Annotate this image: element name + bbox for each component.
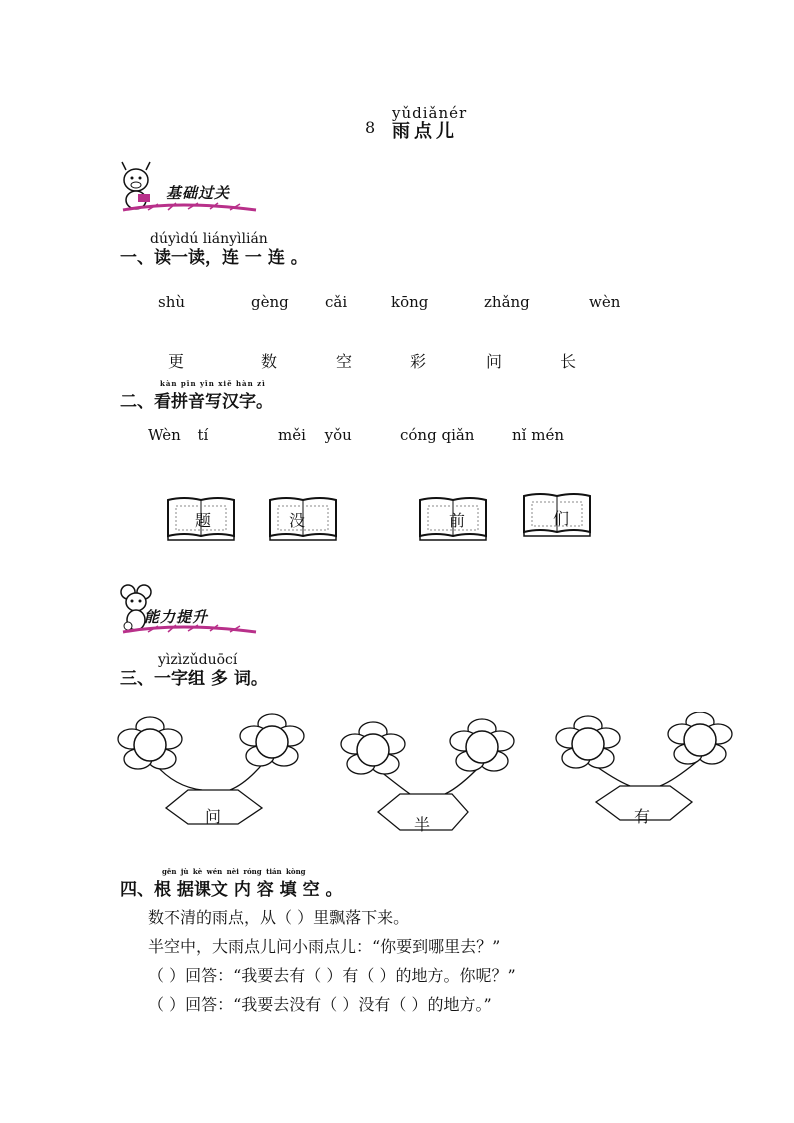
section3-heading: 三、一字组 多 词。 [120, 669, 268, 689]
page-title: 雨点儿 [392, 121, 458, 142]
section3-pinyin: yìzìzǔduōcí [158, 652, 238, 668]
book-answer-box [418, 496, 488, 546]
char-item: 空 [336, 352, 353, 371]
section2-pinyin: kàn pīn yīn xiě hàn zì [160, 379, 266, 388]
pinyin-item: wèn [589, 293, 621, 311]
book-char: 没 [289, 511, 306, 530]
section2-heading: 二、看拼音写汉字。 [120, 392, 273, 412]
pinyin-item: Wèn tí [148, 426, 209, 444]
fill-blank-line: 数不清的雨点，从（ ）里飘落下来。 [148, 908, 410, 927]
section4-pinyin: gēn jù kè wén nèi róng tián kòng [162, 867, 306, 876]
pinyin-item: kōng [391, 293, 429, 311]
pinyin-item: shù [158, 293, 186, 311]
title-pinyin: yǔdiǎnér [392, 104, 468, 122]
pot-char: 问 [205, 807, 222, 826]
pinyin-item: měi yǒu [278, 426, 352, 444]
pinyin-item: zhǎng [484, 293, 530, 311]
pinyin-item: nǐ mén [512, 426, 564, 444]
char-item: 数 [261, 352, 278, 371]
section-banner-advanced [118, 582, 258, 640]
book-answer-box [268, 496, 338, 546]
char-item: 问 [486, 352, 503, 371]
pinyin-item: gèng [251, 293, 289, 311]
fill-blank-line: （ ）回答：“我要去没有（ ）没有（ ）的地方。” [148, 995, 492, 1014]
lesson-number: 8 [365, 118, 376, 137]
section-banner-basic [118, 160, 258, 218]
fill-blank-line: （ ）回答：“我要去有（ ）有（ ）的地方。你呢？” [148, 966, 516, 985]
book-char: 前 [449, 511, 466, 530]
book-char: 题 [195, 511, 212, 530]
char-item: 彩 [410, 352, 427, 371]
banner-label: 能力提升 [144, 608, 209, 626]
book-answer-box [166, 496, 236, 546]
pinyin-item: cǎi [325, 293, 348, 311]
section1-pinyin: dúyìdú liányìlián [150, 231, 268, 247]
char-item: 长 [560, 352, 577, 371]
pot-char: 半 [414, 815, 431, 834]
book-answer-box [522, 492, 592, 542]
section1-heading: 一、读一读，连 一 连 。 [120, 248, 308, 268]
pot-char: 有 [634, 807, 651, 826]
section4-heading: 四、根 据课文 内 容 填 空 。 [120, 880, 343, 900]
char-item: 更 [168, 352, 185, 371]
fill-blank-line: 半空中，大雨点儿问小雨点儿：“你要到哪里去？” [148, 937, 501, 956]
pinyin-item: cóng qiǎn [400, 426, 475, 444]
book-char: 们 [553, 509, 570, 528]
banner-label: 基础过关 [166, 184, 231, 202]
